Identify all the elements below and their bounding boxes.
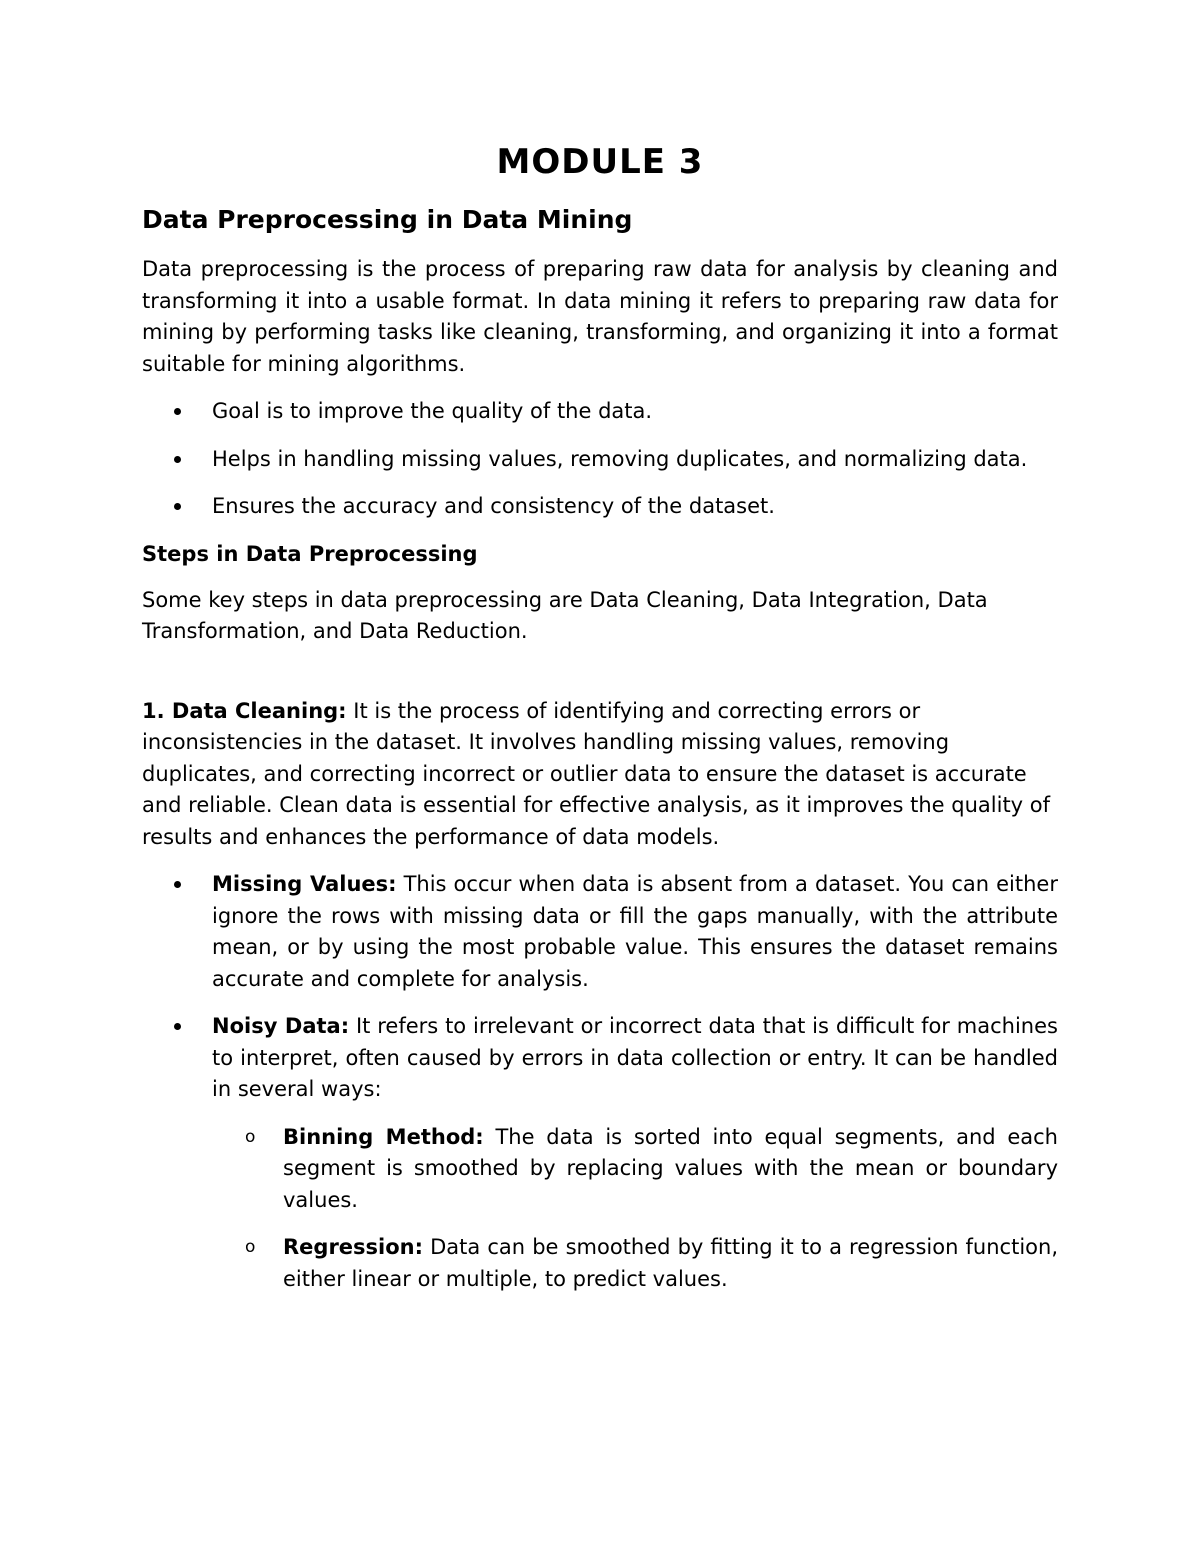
intro-bullet-list <box>142 396 1058 523</box>
list-item-text: Goal is to improve the quality of the data. <box>212 399 653 423</box>
list-item-noisy-data <box>142 1011 1058 1106</box>
binning-method-text: The data is sorted into equal segments, and each segment is smoothed by replacing values with the mean or boundary values. <box>283 1124 1058 1212</box>
list-item-text: Helps in handling missing values, removing duplicates, and normalizing data. <box>212 446 1028 471</box>
missing-values-text: This occur when data is absent from a dataset. You can either ignore the rows with missing data or fill the gaps manually, with the attribute mean, or by using the most probable value. This ensures the dataset remains accurate and complete for analysis. <box>212 872 1058 991</box>
data-cleaning-label: 1. Data Cleaning: <box>142 698 347 723</box>
list-item-regression <box>142 1232 1058 1295</box>
steps-heading: Steps in Data Preprocessing <box>142 541 478 566</box>
data-cleaning-paragraph <box>142 696 1058 854</box>
list-item <box>142 491 1058 523</box>
intro-paragraph: Data preprocessing is the process of preparing raw data for analysis by cleaning and transforming it into a usable format. In data mining it refers to preparing raw data for mining by performing tasks like cleaning, transforming, and organizing it into a format suitable for mining algorithms. <box>142 257 1058 376</box>
steps-paragraph: Some key steps in data preprocessing are Data Cleaning, Data Integration, Data Transformation, and Data Reduction. <box>142 587 988 643</box>
bullet-icon <box>174 444 194 476</box>
missing-values-label: Missing Values: <box>212 872 397 896</box>
section-heading: Data Preprocessing in Data Mining <box>142 205 633 234</box>
regression-label: Regression: <box>283 1235 424 1259</box>
circle-bullet-icon: o <box>245 1237 256 1257</box>
bullet-icon <box>174 869 194 901</box>
noisy-data-label: Noisy Data: <box>212 1014 350 1038</box>
list-item <box>142 444 1058 476</box>
data-cleaning-text: It is the process of identifying and correcting errors or inconsistencies in the dataset. It involves handling missing values, removing duplicates, and correcting incorrect or outlier data to ensure the dataset is accurate and reliable. Clean data is essential for effective analysis, as it improves the quality of results and enhances the performance of data models. <box>142 698 1051 849</box>
module-title: MODULE 3 <box>496 142 704 182</box>
bullet-icon <box>174 396 194 428</box>
bullet-icon <box>174 1011 194 1043</box>
noisy-sub-bullet-list <box>142 1122 1058 1296</box>
list-item <box>142 396 1058 428</box>
document-page <box>142 140 1058 1311</box>
cleaning-bullet-list <box>142 869 1058 1106</box>
bullet-icon <box>174 491 194 523</box>
regression-text: Data can be smoothed by fitting it to a regression function, either linear or multiple, to predict values. <box>283 1235 1058 1291</box>
list-item-text: Ensures the accuracy and consistency of the dataset. <box>212 494 775 518</box>
circle-bullet-icon: o <box>245 1126 256 1147</box>
noisy-data-text: It refers to irrelevant or incorrect data that is difficult for machines to interpret, often caused by errors in data collection or entry. It can be handled in several ways: <box>212 1014 1058 1101</box>
spacer <box>142 664 1058 696</box>
binning-method-label: Binning Method: <box>283 1124 484 1149</box>
list-item-missing-values <box>142 869 1058 995</box>
list-item-binning-method <box>142 1122 1058 1217</box>
